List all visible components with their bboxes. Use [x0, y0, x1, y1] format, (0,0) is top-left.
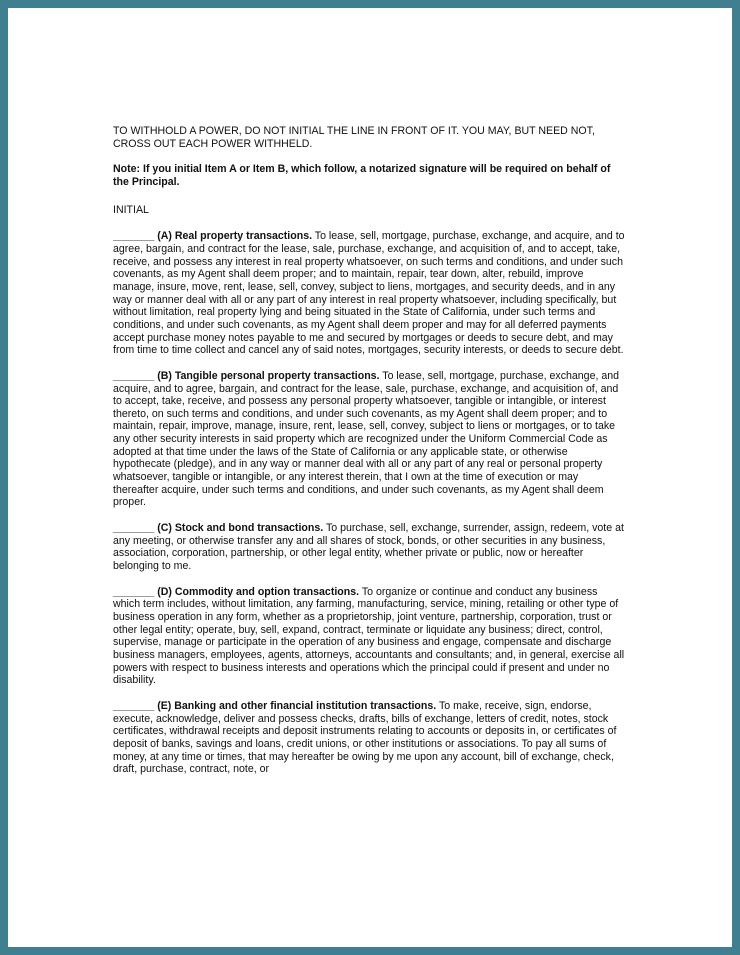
withhold-instructions: TO WITHHOLD A POWER, DO NOT INITIAL THE LINE IN FRONT OF IT. YOU MAY, BUT NEED NOT, CROSS OUT EACH POWER WITHHELD.: [113, 125, 595, 150]
power-item-a: [113, 230, 625, 357]
power-item-e: [113, 700, 625, 776]
initial-blank-b[interactable]: _______: [113, 369, 155, 382]
power-item-d-heading: (D) Commodity and option transactions.: [157, 585, 360, 598]
power-item-b: [113, 370, 625, 509]
power-item-e-heading: (E) Banking and other financial institution transactions.: [157, 699, 437, 712]
power-item-b-body: To lease, sell, mortgage, purchase, exchange, and acquire, and to agree, bargain, and contract for the lease, sale, purchase, exchange, and acquisition of, and to accept, take, receive, and possess any personal property whatsoever, tangible or intangible, or interest thereto, on such terms and conditions, and under such covenants, as my Agent shall deem proper; and to maintain, repair, improve, manage, insure, rent, lease, sell, convey, subject to liens or mortgages, or to take any other security interests in said property which are recognized under the Uniform Commercial Code as adopted at that time under the laws of the State of California or any applicable state, or otherwise hypothecate (pledge), and in any way or manner deal with all or any part of any real or personal property whatsoever, tangible or intangible, or any interest therein, that I own at the time of execution or may thereafter acquire, under such terms and conditions, and under such covenants, as my Agent shall deem proper.: [113, 369, 620, 509]
document-page: [8, 8, 732, 947]
power-item-b-heading: (B) Tangible personal property transactions.: [157, 369, 380, 382]
initial-blank-c[interactable]: _______: [113, 522, 155, 535]
power-item-c-body: To purchase, sell, exchange, surrender, assign, redeem, vote at any meeting, or otherwise transfer any and all shares of stock, bonds, or other securities in any business, association, corporation, partnership, or other legal entity, whether private or public, now or hereafter belonging to me.: [113, 522, 624, 573]
notary-note: Note: If you initial Item A or Item B, which follow, a notarized signature will be required on behalf of the Principal.: [113, 163, 611, 188]
power-item-d: [113, 586, 625, 687]
power-item-c-heading: (C) Stock and bond transactions.: [157, 522, 324, 535]
power-item-a-body: To lease, sell, mortgage, purchase, exchange, and acquire, and to agree, bargain, and contract for the lease, sale, purchase, exchange, and acquisition of, and to accept, take, receive, and possess any interest in real property whatsoever, on such terms and conditions, and under such covenants, as my Agent shall deem proper; and to maintain, repair, tear down, alter, rebuild, improve manage, insure, move, rent, lease, sell, convey, subject to liens, mortgages, and security deeds, and in any way or manner deal with all or any part of any interest in real property whatsoever, including specifically, but without limitation, real property lying and being situated in the State of California, under such terms and conditions, and under such covenants, as my Agent shall deem proper and may for all deferred payments accept purchase money notes payable to me and secured by mortgages or deeds to secure debt, and may from time to time collect and cancel any of said notes, mortgages, security interests, or deeds to secure debt.: [113, 230, 625, 357]
power-item-e-body: To make, receive, sign, endorse, execute, acknowledge, deliver and possess checks, drafts, bills of exchange, letters of credit, notes, stock certificates, withdrawal receipts and deposit instruments relating to accounts or deposits in, or certificates of deposit of banks, savings and loans, credit unions, or other institutions or associations. To pay all sums of money, at any time or times, that may hereafter be owing by me upon any account, bill of exchange, check, draft, purchase, contract, note, or: [113, 699, 617, 776]
initial-blank-d[interactable]: _______: [113, 585, 155, 598]
document-body: [113, 125, 625, 789]
power-item-d-body: To organize or continue and conduct any business which term includes, without limitation, any farming, manufacturing, service, mining, retailing or other type of business operation in any form, whether as a proprietorship, joint venture, partnership, corporation, trust or other legal entity; operate, buy, sell, expand, contract, terminate or liquidate any business; direct, control, supervise, manage or participate in the operation of any business and engage, compensate and discharge business managers, employees, agents, attorneys, accountants and consultants; and, in general, exercise all powers with respect to business interests and operations which the principal could if present and under no disability.: [113, 585, 625, 687]
initial-blank-a[interactable]: _______: [113, 230, 155, 243]
initial-blank-e[interactable]: _______: [113, 699, 155, 712]
initial-label: INITIAL: [113, 203, 149, 216]
power-item-c: [113, 522, 625, 573]
power-item-a-heading: (A) Real property transactions.: [157, 230, 313, 243]
